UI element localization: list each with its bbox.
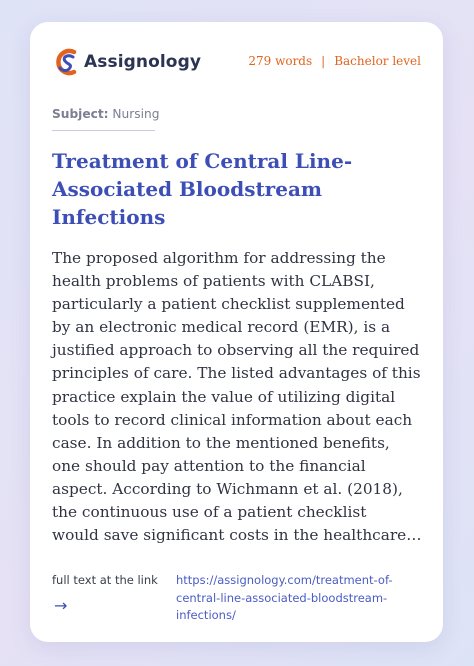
- essay-excerpt: [52, 247, 430, 547]
- excerpt-line: practice explain the value of utilizing digital: [52, 387, 396, 406]
- meta-separator: |: [321, 54, 326, 68]
- link-line: infections/: [176, 608, 236, 622]
- card-header: [52, 44, 421, 80]
- full-text-label: full text at the link: [52, 573, 158, 587]
- excerpt-line: by an electronic medical record (EMR), is a: [52, 318, 391, 337]
- full-text-link[interactable]: [176, 572, 426, 625]
- word-count: 279 words: [248, 54, 313, 68]
- title-line: Associated Bloodstream: [52, 177, 323, 201]
- excerpt-line: The proposed algorithm for addressing the: [52, 249, 386, 267]
- essay-card: [30, 22, 443, 642]
- excerpt-line: aspect. According to Wichmann et al. (2018),: [52, 479, 403, 498]
- title-line: Treatment of Central Line-: [52, 149, 353, 173]
- excerpt-line: would save significant costs in the healthcare…: [52, 526, 422, 545]
- arrow-right-icon[interactable]: →: [54, 596, 68, 615]
- essay-meta: [248, 54, 421, 68]
- link-line: central-line-associated-bloodstream-: [176, 590, 388, 605]
- subject-line: [52, 107, 159, 121]
- excerpt-line: case. In addition to the mentioned benefits,: [52, 433, 390, 452]
- subject-value: Nursing: [112, 107, 160, 121]
- title-line: Infections: [52, 205, 166, 229]
- brand-name: Assignology: [84, 52, 202, 72]
- assignology-logo-icon: [52, 46, 80, 78]
- subject-divider: [52, 130, 155, 131]
- excerpt-line: tools to record clinical information about each: [52, 410, 413, 429]
- brand-logo[interactable]: [52, 44, 201, 80]
- excerpt-line: health problems of patients with CLABSI,: [52, 272, 375, 291]
- excerpt-line: particularly a patient checklist supplemented: [52, 295, 405, 314]
- excerpt-line: one should pay attention to the financial: [52, 456, 366, 475]
- academic-level: Bachelor level: [334, 54, 421, 68]
- essay-title: [52, 147, 422, 231]
- subject-label: Subject:: [52, 107, 109, 121]
- link-line: https://assignology.com/treatment-of-: [176, 573, 393, 587]
- excerpt-line: justified approach to observing all the required: [52, 341, 420, 360]
- excerpt-line: the continuous use of a patient checklist: [52, 503, 367, 522]
- excerpt-line: principles of care. The listed advantages of this: [52, 364, 421, 383]
